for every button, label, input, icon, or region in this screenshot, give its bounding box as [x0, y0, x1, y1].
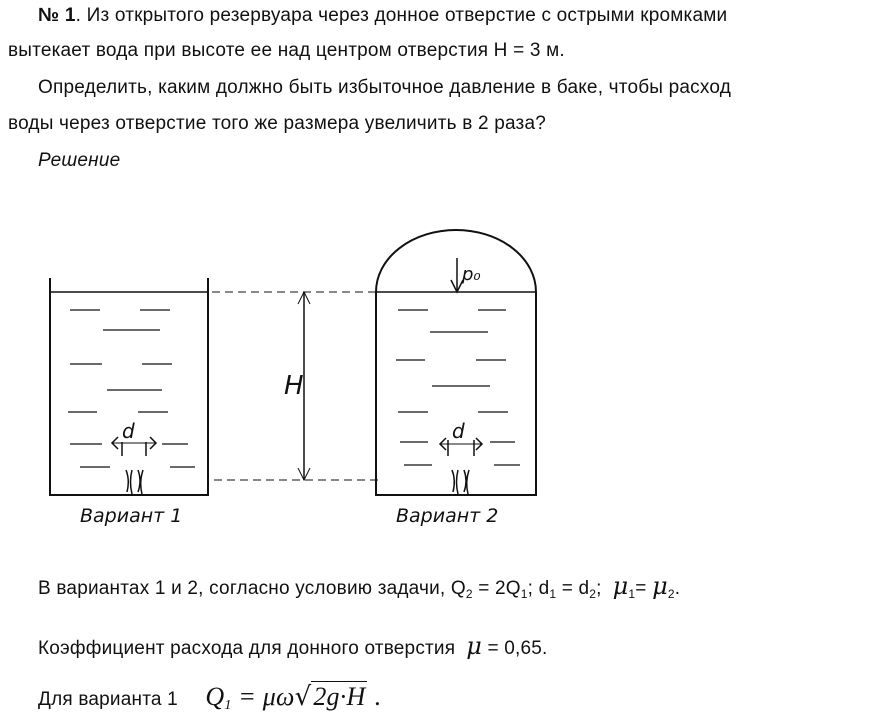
formula-q-sub: 1	[224, 698, 232, 713]
sub-d2: 2	[589, 587, 597, 601]
variant1-line	[38, 682, 381, 714]
solution-heading: Решение	[38, 150, 121, 171]
mu-1: μ	[612, 572, 629, 600]
flow-formula	[205, 682, 380, 711]
label-h: H	[284, 371, 304, 401]
statement-semi: ;	[596, 578, 602, 599]
statement-prefix: В вариантах 1 и 2, согласно условию задачи, Q	[38, 578, 466, 599]
statement-d: ; d	[527, 578, 550, 599]
problem-line-4: воды через отверстие того же размера увеличить в 2 раза?	[8, 113, 546, 134]
coefficient-mu: μ	[466, 632, 483, 660]
formula-root: 2g·H	[313, 682, 366, 711]
statement-eq: = 2Q	[472, 578, 521, 599]
problem-text-1: . Из открытого резервуара через донное отверстие с острыми кромками	[75, 5, 728, 26]
sub-q2: 2	[465, 587, 473, 601]
sub-d1: 1	[549, 587, 557, 601]
variant1-label: Для варианта 1	[38, 689, 178, 710]
tank2-orifice	[440, 438, 482, 494]
formula-q: Q	[205, 682, 225, 711]
sub-mu2: 2	[667, 587, 675, 601]
tank1-orifice	[112, 437, 156, 494]
statement-dot: .	[674, 578, 681, 599]
label-variant-1: Вариант 1	[80, 505, 183, 527]
coefficient-text: Коэффициент расхода для донного отверстия	[38, 638, 456, 659]
sub-q1: 1	[520, 587, 528, 601]
coefficient-line	[38, 632, 548, 660]
formula-rhs: = μω	[238, 682, 295, 711]
sub-mu1: 1	[628, 587, 636, 601]
mu-2: μ	[652, 572, 668, 600]
sqrt-sign: √	[294, 682, 312, 712]
statement-line	[38, 572, 680, 601]
coefficient-value: = 0,65.	[487, 638, 548, 659]
statement-eq-mu: =	[635, 578, 653, 599]
label-p0: p₀	[462, 264, 481, 285]
problem-line-2: вытекает вода при высоте ее над центром отверстия H = 3 м.	[8, 40, 565, 61]
problem-line-3: Определить, каким должно быть избыточное давление в баке, чтобы расход	[38, 77, 731, 98]
label-d2: d	[452, 419, 465, 443]
statement-eq-d: = d	[556, 578, 590, 599]
tank2-dome	[376, 230, 536, 292]
label-d1: d	[122, 419, 135, 443]
formula-tail: .	[374, 682, 381, 711]
label-variant-2: Вариант 2	[396, 505, 499, 527]
problem-number: № 1	[38, 5, 76, 26]
